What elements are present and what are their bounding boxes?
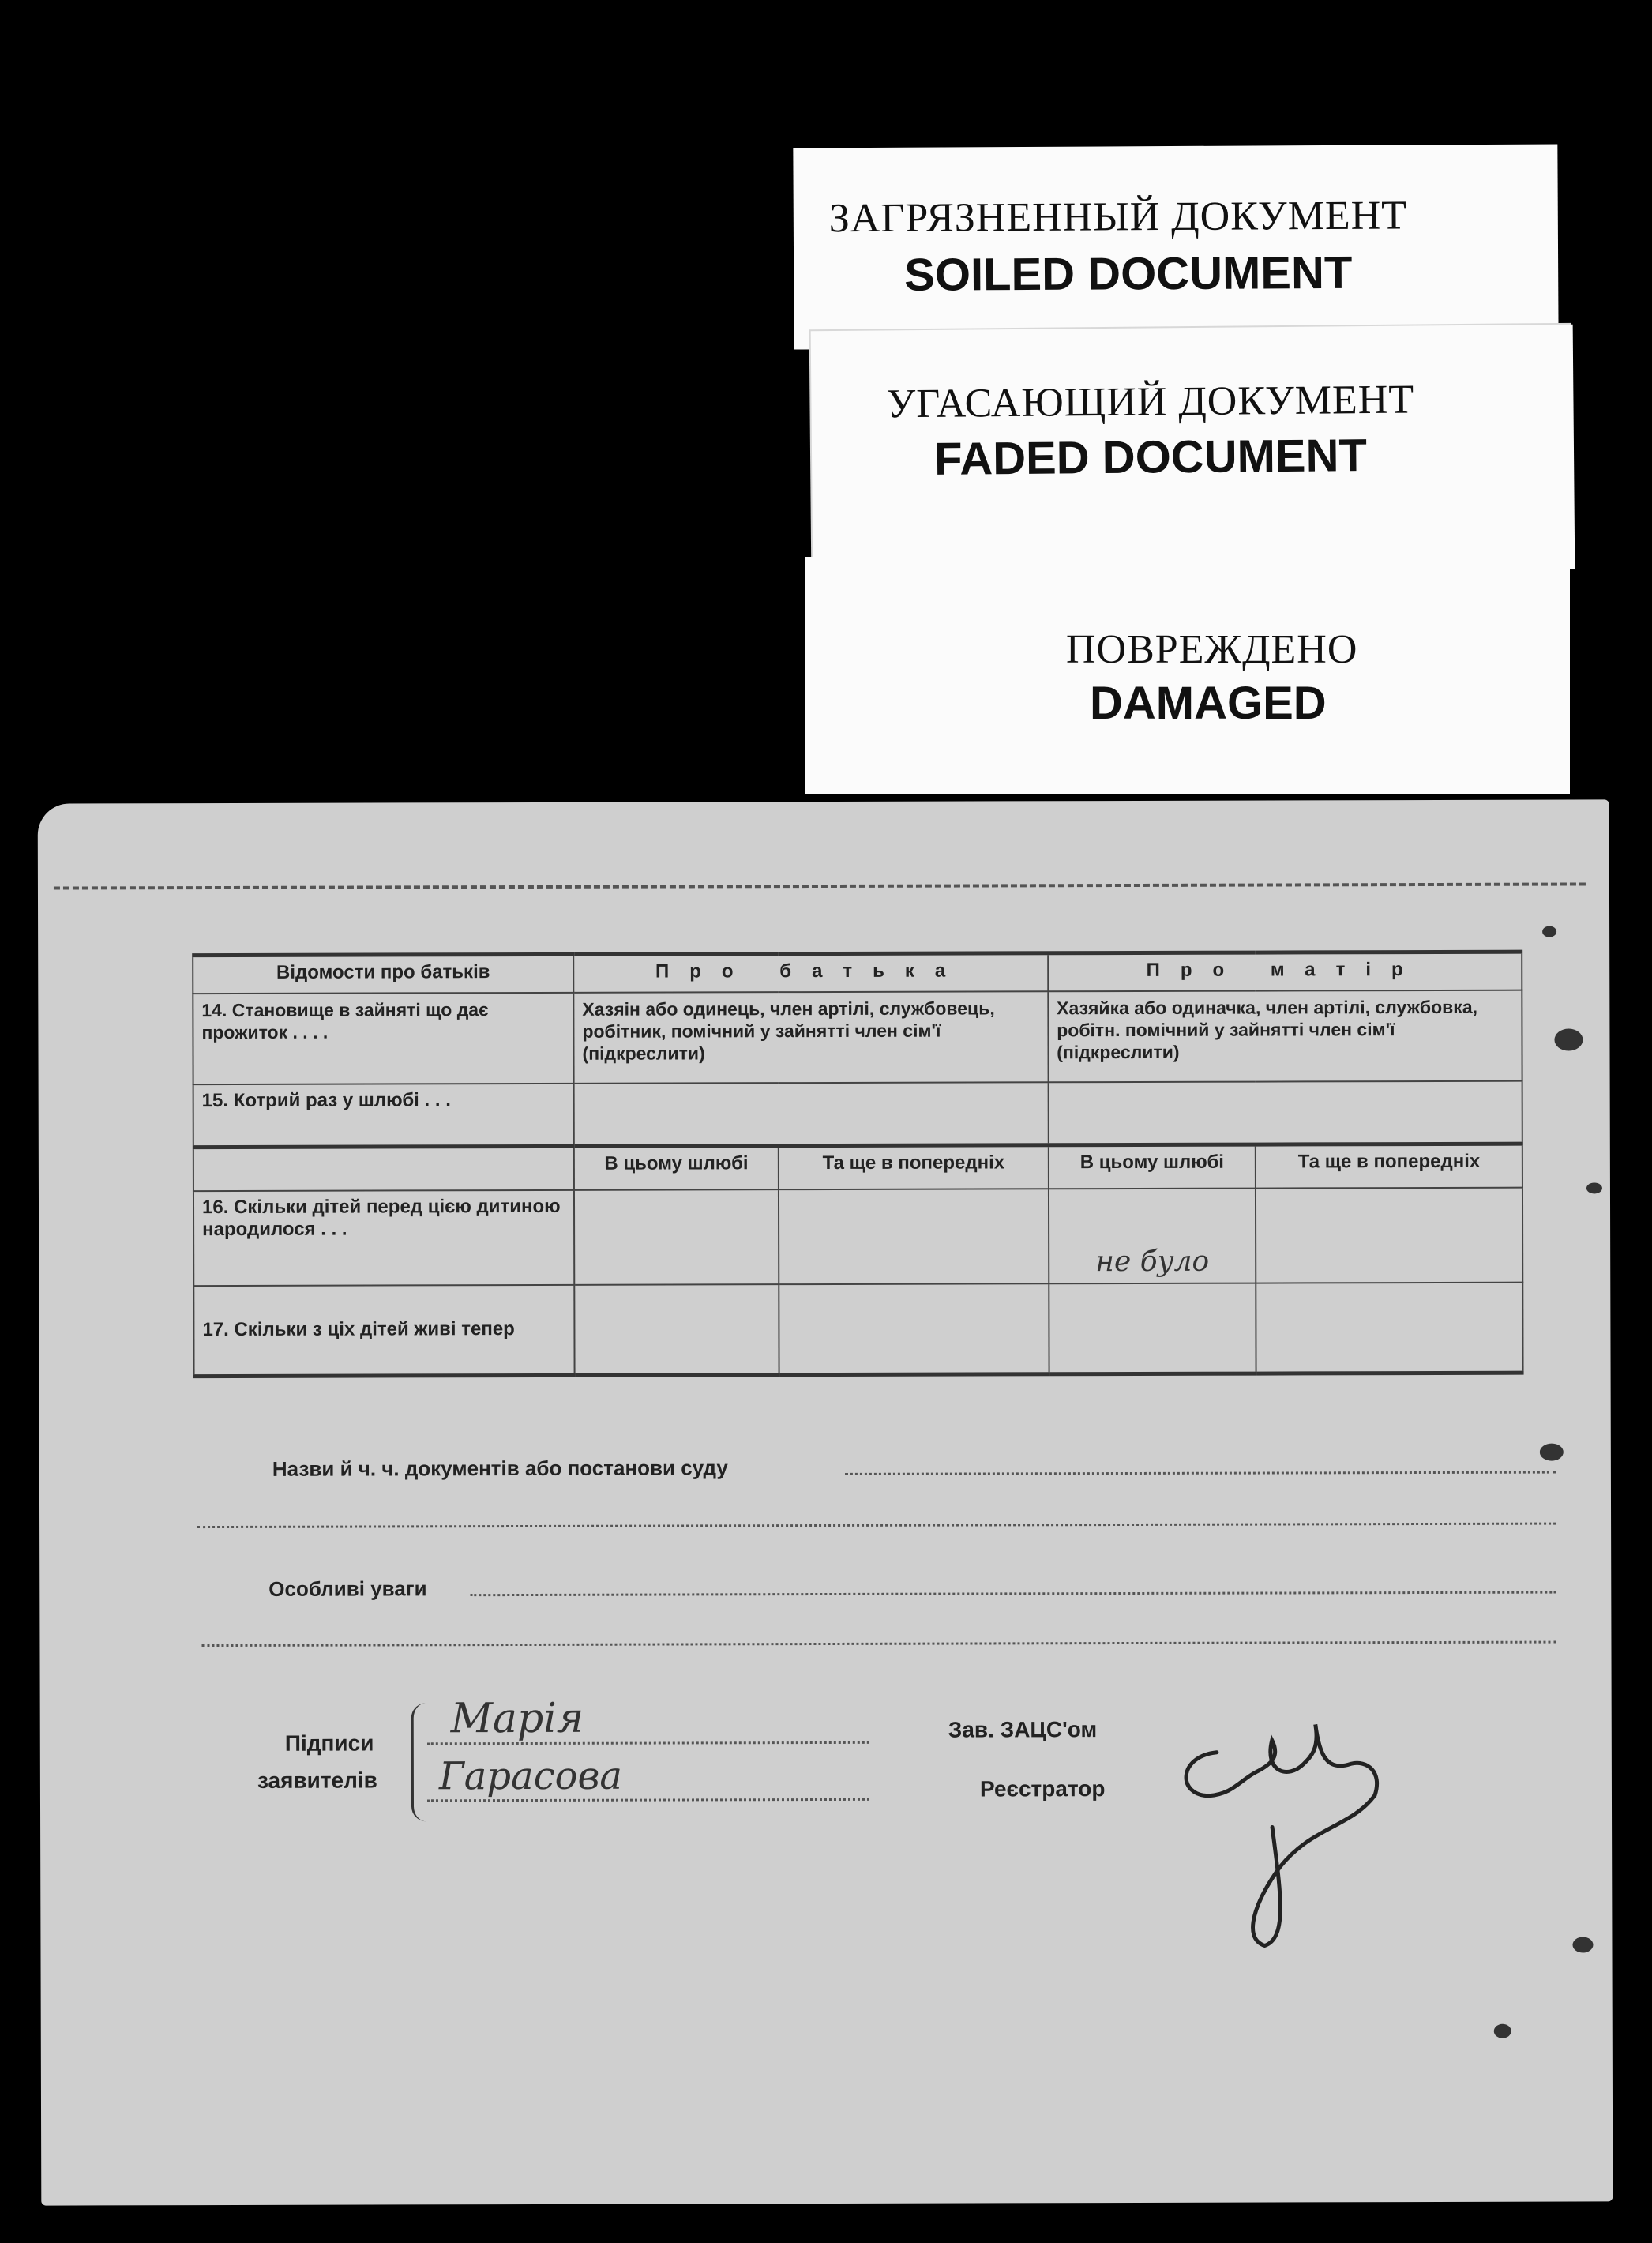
row14-father: Хазяін або одинець, член артілі, службовець, робітник, помічний у зайнятті член сім'ї (підкреслити)	[573, 991, 1048, 1084]
documents-label: Назви й ч. ч. документів або постанови суду	[272, 1456, 728, 1481]
signature-2: Гарасова	[438, 1753, 623, 1799]
tear-off-dashed-line	[54, 882, 1586, 889]
row16-label-top	[193, 1146, 574, 1190]
header-mother: Про матір	[1048, 952, 1522, 991]
parents-info-table	[192, 950, 1523, 1378]
documents-line-2	[197, 1523, 1556, 1529]
soiled-label-ru: ЗАГРЯЗНЕННЫЙ ДОКУМЕНТ	[828, 193, 1408, 242]
row16-father-this	[574, 1189, 779, 1285]
sub-father-this: В цьому шлюбі	[574, 1146, 779, 1190]
row16-label: 16. Скільки дітей перед цією дитиною народилося . . .	[193, 1189, 574, 1285]
row14-mother: Хазяйка або одиначка, член артілі, службовка, робітн. помічний у зайнятті член сім'ї (підкреслити)	[1048, 990, 1522, 1082]
documents-line-1	[845, 1471, 1556, 1475]
notes-line-1	[470, 1591, 1556, 1597]
registrar-signature	[1146, 1708, 1407, 1970]
soiled-label-en: SOILED DOCUMENT	[904, 246, 1353, 301]
notes-label: Особливі уваги	[268, 1576, 427, 1601]
row17-label: 17. Скільки з ціх дітей живі тепер	[193, 1284, 574, 1376]
row15-mother-value	[1048, 1080, 1522, 1145]
row15-father-value	[574, 1082, 1049, 1147]
row17-father-this	[574, 1284, 779, 1376]
head-label: Зав. ЗАЦС'ом	[948, 1717, 1098, 1742]
damage-spot	[1572, 1937, 1593, 1952]
notes-line-2	[201, 1641, 1556, 1647]
damage-spot	[1586, 1182, 1602, 1193]
sub-mother-prev: Та ще в попередніх	[1256, 1144, 1522, 1188]
row14-label: 14. Становище в зайняті що дає прожиток . . . .	[193, 992, 573, 1084]
registrar-label: Реєстратор	[979, 1776, 1106, 1802]
row15-label: 15. Котрий раз у шлюбі . . .	[193, 1083, 574, 1147]
row17-mother-prev	[1256, 1282, 1522, 1373]
damage-spot	[1554, 1028, 1583, 1050]
row16-mother-prev	[1256, 1187, 1522, 1283]
faded-label-ru: УГАСАЮЩИЙ ДОКУМЕНТ	[886, 377, 1415, 427]
row16-father-prev	[779, 1189, 1049, 1284]
signatures-brace	[411, 1703, 426, 1821]
damage-spot	[1542, 926, 1556, 937]
sub-mother-this: В цьому шлюбі	[1049, 1144, 1256, 1189]
sub-father-prev: Та ще в попередніх	[779, 1145, 1049, 1189]
registration-form-sheet	[38, 799, 1613, 2205]
damaged-document-label	[805, 557, 1570, 794]
row17-father-prev	[779, 1283, 1049, 1375]
signature-line-1	[427, 1741, 869, 1745]
faded-label-en: FADED DOCUMENT	[933, 430, 1368, 485]
damaged-label-en: DAMAGED	[1090, 678, 1327, 729]
damage-spot	[1494, 2024, 1511, 2038]
damaged-label-ru: ПОВРЕЖДЕНО	[1066, 627, 1358, 672]
signatures-label-2: заявителів	[257, 1768, 377, 1793]
faded-document-label	[811, 325, 1575, 576]
signature-1: Марія	[450, 1694, 584, 1743]
signatures-label-1: Підписи	[284, 1730, 374, 1756]
header-father: Про батька	[573, 953, 1048, 993]
header-parents: Відомости про батьків	[193, 954, 573, 993]
signature-line-2	[427, 1798, 869, 1802]
soiled-document-label	[793, 144, 1558, 349]
damage-spot	[1540, 1444, 1564, 1461]
row16-mother-this: не було	[1049, 1188, 1256, 1283]
row17-mother-this	[1049, 1283, 1256, 1374]
